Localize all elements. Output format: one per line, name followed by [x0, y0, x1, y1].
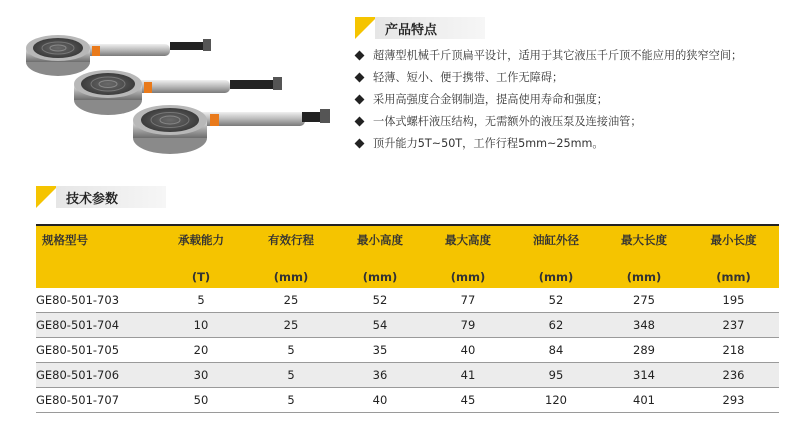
column-header: 有效行程: [246, 225, 336, 266]
table-row: [36, 313, 779, 338]
column-unit: (mm): [512, 266, 600, 288]
table-cell: 84: [512, 338, 600, 363]
bullet-diamond-icon: [355, 139, 365, 149]
table-cell: GE80-501-706: [36, 363, 156, 388]
table-cell: 77: [424, 288, 512, 313]
jack-3: [133, 105, 330, 154]
column-header: 规格型号: [36, 225, 156, 266]
table-cell: 20: [156, 338, 246, 363]
features-header: [355, 17, 485, 39]
features-title: 产品特点: [385, 23, 438, 38]
table-row: [36, 388, 779, 413]
feature-item: 一体式螺杆液压结构，无需额外的液压泵及连接油管；: [355, 113, 795, 131]
column-unit: (mm): [600, 266, 688, 288]
table-cell: 348: [600, 313, 688, 338]
table-cell: 41: [424, 363, 512, 388]
table-cell: 120: [512, 388, 600, 413]
specs-title: 技术参数: [66, 192, 119, 207]
table-cell: 293: [688, 388, 779, 413]
specs-header: [36, 186, 166, 208]
column-header: 承载能力: [156, 225, 246, 266]
table-cell: 195: [688, 288, 779, 313]
table-cell: GE80-501-707: [36, 388, 156, 413]
table-cell: 275: [600, 288, 688, 313]
feature-item: 顶升能力5T~50T，工作行程5mm~25mm。: [355, 135, 795, 153]
column-unit: (mm): [336, 266, 424, 288]
column-unit: (mm): [246, 266, 336, 288]
table-cell: 25: [246, 313, 336, 338]
column-unit: (mm): [424, 266, 512, 288]
feature-item: 采用高强度合金钢制造，提高使用寿命和强度；: [355, 91, 795, 109]
table-cell: 95: [512, 363, 600, 388]
table-cell: 289: [600, 338, 688, 363]
column-header: 油缸外径: [512, 225, 600, 266]
table-cell: 236: [688, 363, 779, 388]
table-cell: 314: [600, 363, 688, 388]
table-cell: 5: [156, 288, 246, 313]
table-cell: 5: [246, 338, 336, 363]
table-cell: 10: [156, 313, 246, 338]
table-cell: 52: [336, 288, 424, 313]
table-cell: GE80-501-704: [36, 313, 156, 338]
table-cell: 5: [246, 363, 336, 388]
table-cell: 30: [156, 363, 246, 388]
table-cell: 218: [688, 338, 779, 363]
table-cell: 401: [600, 388, 688, 413]
table-cell: 25: [246, 288, 336, 313]
table-cell: 45: [424, 388, 512, 413]
table-row: [36, 338, 779, 363]
table-cell: 5: [246, 388, 336, 413]
column-header: 最大高度: [424, 225, 512, 266]
table-row: [36, 288, 779, 313]
features-list: [355, 47, 795, 157]
table-cell: 36: [336, 363, 424, 388]
jack-1: [26, 35, 211, 76]
table-cell: 35: [336, 338, 424, 363]
column-unit: (mm): [688, 266, 779, 288]
column-header: 最小长度: [688, 225, 779, 266]
bullet-diamond-icon: [355, 73, 365, 83]
feature-item: 超薄型机械千斤顶扁平设计，适用于其它液压千斤顶不能应用的狭窄空间；: [355, 47, 795, 65]
table-cell: GE80-501-703: [36, 288, 156, 313]
table-cell: 40: [336, 388, 424, 413]
table-cell: GE80-501-705: [36, 338, 156, 363]
column-unit: (T): [156, 266, 246, 288]
spec-table: [36, 224, 779, 413]
product-image: [20, 20, 340, 170]
header-accent-icon: [355, 17, 377, 39]
table-cell: 62: [512, 313, 600, 338]
bullet-diamond-icon: [355, 117, 365, 127]
column-header: 最大长度: [600, 225, 688, 266]
table-cell: 237: [688, 313, 779, 338]
header-accent-icon: [36, 186, 58, 208]
bullet-diamond-icon: [355, 95, 365, 105]
table-unit-row: [36, 266, 779, 288]
table-cell: 40: [424, 338, 512, 363]
table-cell: 52: [512, 288, 600, 313]
feature-item: 轻薄、短小、便于携带、工作无障碍；: [355, 69, 795, 87]
table-cell: 54: [336, 313, 424, 338]
bullet-diamond-icon: [355, 51, 365, 61]
table-cell: 50: [156, 388, 246, 413]
column-unit: [36, 266, 156, 288]
table-row: [36, 363, 779, 388]
table-header-row: [36, 225, 779, 266]
table-cell: 79: [424, 313, 512, 338]
column-header: 最小高度: [336, 225, 424, 266]
